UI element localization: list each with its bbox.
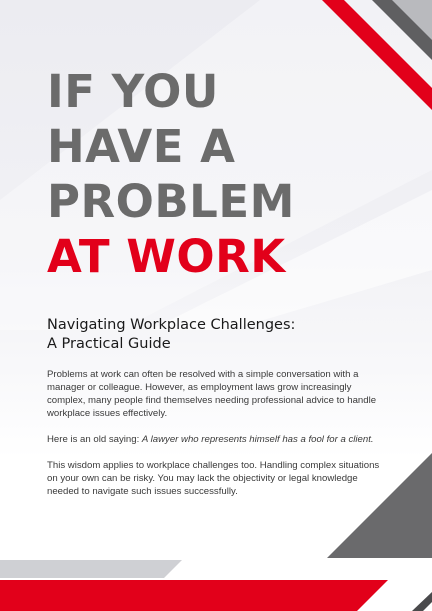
bottom-right-dark-stripe [412, 592, 432, 611]
subtitle-line-1: Navigating Workplace Challenges: [47, 317, 296, 333]
subtitle-line-2: A Practical Guide [47, 336, 171, 352]
paragraph-1: Problems at work can often be resolved with a simple conversation with a manager or colleague. However, as employment laws grow increasingly complex, many people find themselves needing professional advice to handle workplace issues effectively. [47, 369, 377, 419]
headline-line-1: IF YOU [47, 65, 219, 118]
bottom-light-gray-band [0, 560, 182, 578]
paragraph-3: This wisdom applies to workplace challenges too. Handling complex situations on your own can be risky. You may lack the objectivity or legal knowledge needed to navigate such issues successfully. [47, 460, 380, 497]
paragraph-2 [47, 433, 392, 446]
bottom-red-band [0, 580, 388, 611]
headline [47, 64, 295, 284]
body-text [47, 368, 392, 511]
paragraph-2-intro: Here is an old saying: [47, 434, 142, 445]
paragraph-2-quote: A lawyer who represents himself has a fool for a client. [141, 434, 374, 445]
headline-line-2: HAVE A [47, 120, 236, 173]
subtitle [47, 316, 387, 354]
headline-line-3: PROBLEM [47, 175, 295, 228]
headline-accent-line: AT WORK [47, 230, 286, 283]
